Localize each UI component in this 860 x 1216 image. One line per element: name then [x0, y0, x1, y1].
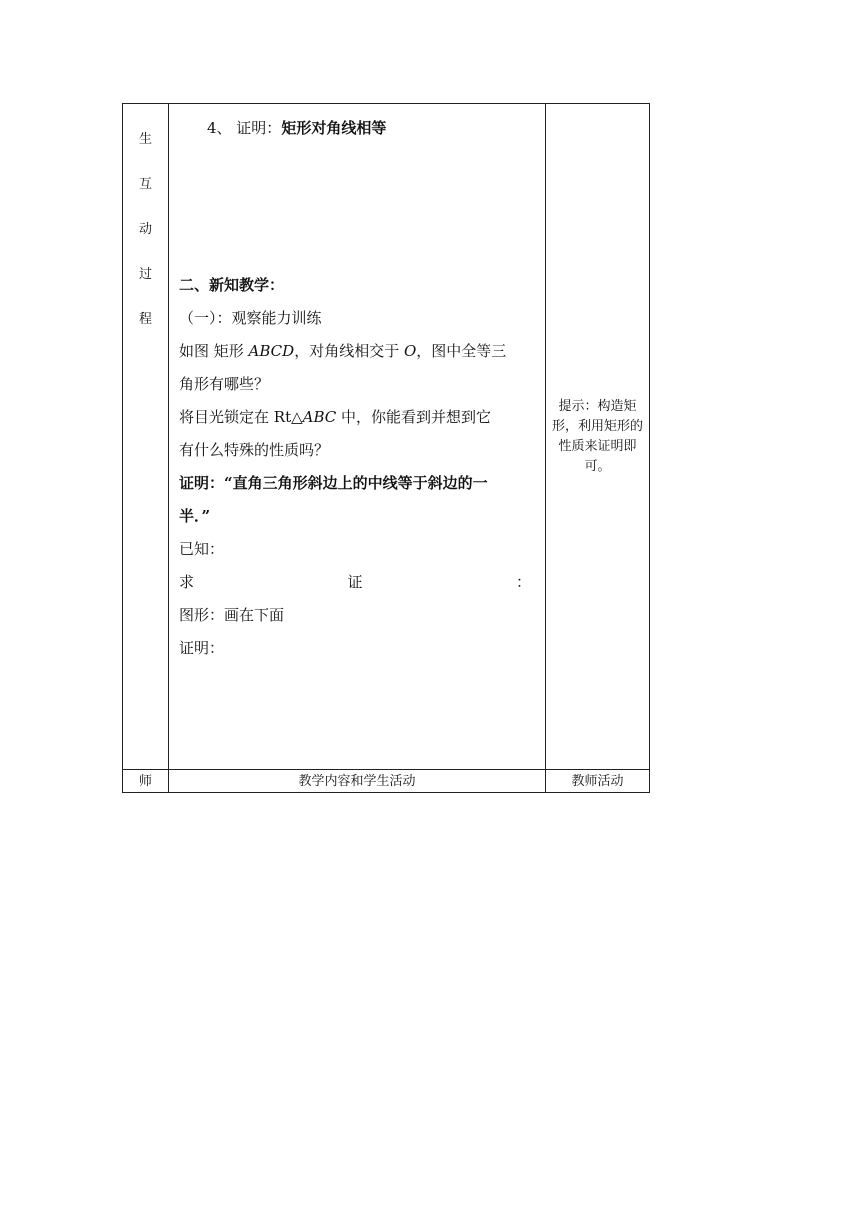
question-2-line-2: 有什么特殊的性质吗？ — [179, 441, 330, 459]
question-1-line-1 — [179, 335, 537, 368]
figure-label: 图形：画在下面 — [179, 606, 285, 624]
prove-char: ： — [515, 573, 531, 591]
question-1-line-2: 角形有哪些？ — [179, 375, 270, 393]
side-label-char: 互 — [138, 177, 152, 192]
teacher-activity-cell — [546, 104, 650, 770]
subsection-title: （一）：观察能力训练 — [179, 309, 322, 327]
item-4 — [179, 112, 537, 145]
side-label-char: 动 — [138, 222, 152, 237]
process-label — [123, 104, 168, 357]
q2-var-abc: ABC — [302, 408, 337, 426]
q1-var-abcd: ABCD — [248, 342, 295, 360]
main-row — [123, 104, 650, 770]
footer-activity-header: 教师活动 — [546, 770, 650, 793]
item-4-title: 矩形对角线相等 — [281, 119, 387, 137]
question-2-line-1 — [179, 401, 537, 434]
prove-char: 求 — [179, 573, 195, 591]
proof-task-line-1: 证明：“直角三角形斜边上的中线等于斜边的一 — [179, 474, 488, 492]
side-label-char: 程 — [138, 312, 152, 327]
lesson-plan-table — [122, 103, 650, 793]
q2-text: 中，你能看到并想到它 — [336, 408, 492, 426]
q1-text: 如图 矩形 — [179, 342, 249, 360]
footer-content-header: 教学内容和学生活动 — [169, 770, 546, 793]
teacher-tip: 提示：构造矩形，利用矩形的性质来证明即可。 — [551, 399, 643, 474]
q1-var-o: O — [403, 342, 417, 360]
prove-label — [179, 566, 537, 599]
process-label-cell — [123, 104, 169, 770]
known-label: 已知： — [179, 540, 225, 558]
proof-task-line-2: 半．” — [179, 507, 211, 525]
q2-text: 将目光锁定在 Rt△ — [179, 408, 303, 426]
teaching-content — [169, 104, 545, 665]
proof-label: 证明： — [179, 639, 225, 657]
prove-char: 证 — [347, 573, 363, 591]
footer-teacher: 师 — [123, 770, 169, 793]
footer-row — [123, 770, 650, 793]
side-label-char: 生 — [138, 132, 152, 147]
q1-text: ，对角线相交于 — [294, 342, 404, 360]
item-4-prefix: 4、 证明： — [207, 119, 282, 137]
blank-space — [179, 145, 537, 269]
content-cell — [169, 104, 546, 770]
q1-text: ，图中全等三 — [416, 342, 507, 360]
side-label-char: 过 — [138, 267, 152, 282]
section-title: 二、新知教学： — [179, 276, 285, 294]
